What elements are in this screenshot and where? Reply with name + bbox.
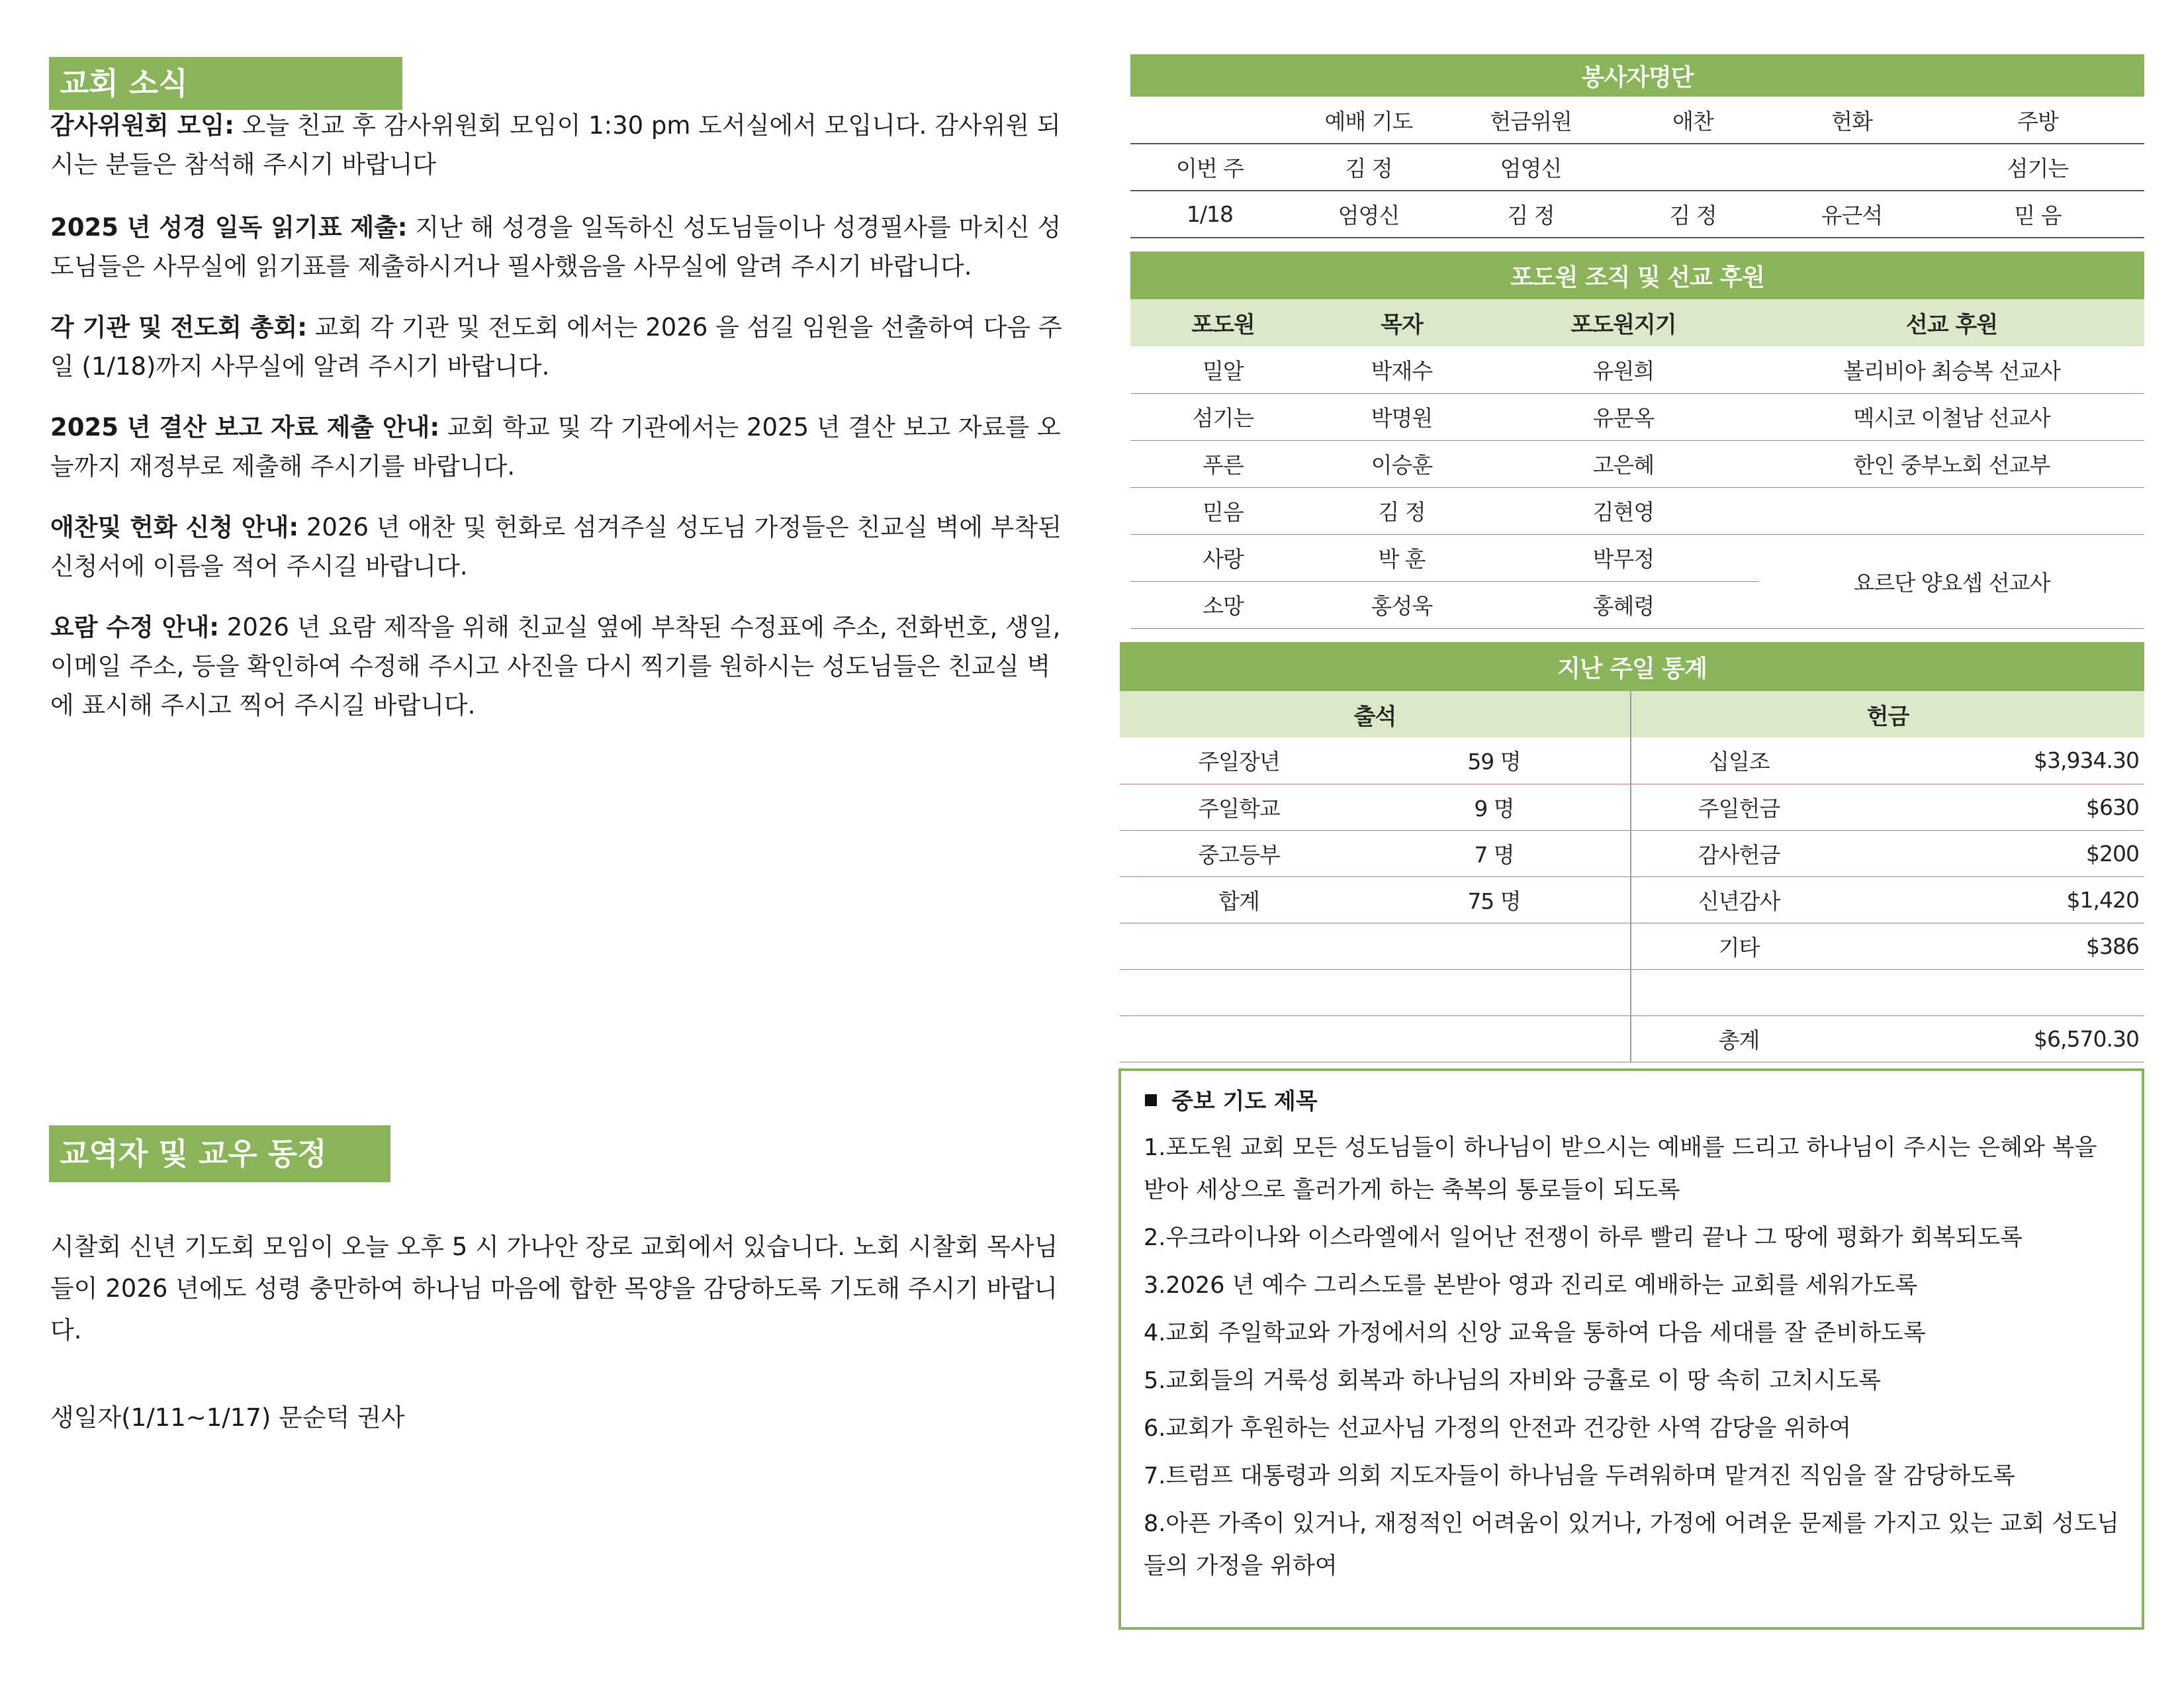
- cell: 신년감사: [1631, 876, 1846, 923]
- mission-cell: 요르단 양요셉 선교사: [1759, 534, 2144, 628]
- volunteer-table: [1130, 54, 2144, 238]
- cell: 엄영신: [1448, 144, 1614, 191]
- volunteer-table-title: 봉사자명단: [1130, 54, 2144, 97]
- cell: 소망: [1130, 581, 1316, 628]
- header-cell: 예배 기도: [1289, 97, 1448, 144]
- table-row: [1130, 191, 2144, 238]
- news-item-body: 2026 년 애찬 및 헌화로 섬겨주실 성도님 가정들은 친교실 벽에 부착된 신청서에 이름을 적어 주시길 바랍니다.: [50, 513, 1062, 581]
- cell: 유원희: [1488, 346, 1759, 393]
- header-cell: 포도원: [1130, 299, 1316, 346]
- cell: 75 명: [1358, 876, 1631, 923]
- cell: 주일장년: [1120, 737, 1358, 784]
- cell: 믿 음: [1931, 191, 2144, 238]
- cell: 홍혜령: [1488, 581, 1759, 628]
- prayer-title-text: 중보 기도 제목: [1171, 1088, 1318, 1115]
- table-header-row: [1130, 97, 2144, 144]
- cell: [1120, 1015, 1358, 1062]
- cell: $6,570.30: [1846, 1015, 2144, 1062]
- cell: [1614, 144, 1772, 191]
- cell: 홍성욱: [1316, 581, 1488, 628]
- news-item: [50, 408, 1063, 486]
- cell: $3,934.30: [1846, 737, 2144, 784]
- cell: [1358, 1015, 1631, 1062]
- header-cell: 선교 후원: [1759, 299, 2144, 346]
- mission-cell: 볼리비아 최승복 선교사: [1759, 346, 2144, 393]
- news-item: [50, 106, 1063, 184]
- cell: 박명원: [1316, 393, 1488, 440]
- cell: 59 명: [1358, 737, 1631, 784]
- prayer-item: 3.2026 년 예수 그리스도를 본받아 영과 진리로 예배하는 교회를 세워가도록: [1144, 1272, 1918, 1299]
- cell: 섬기는: [1130, 393, 1316, 440]
- table-title-row: [1120, 642, 2144, 691]
- church-news-heading: 교회 소식: [49, 57, 402, 110]
- prayer-item: 6.교회가 후원하는 선교사님 가정의 안전과 건강한 사역 감당을 위하여: [1144, 1415, 1852, 1442]
- mission-cell: 한인 중부노회 선교부: [1759, 440, 2144, 487]
- news-item-body: 교회 각 기관 및 전도회 에서는 2026 을 섬길 임원을 선출하여 다음 주일 (1/18)까지 사무실에 알려 주시기 바랍니다.: [50, 313, 1062, 381]
- table-row: [1130, 393, 2144, 440]
- birthday-text: 생일자(1/11~1/17) 문순덕 권사: [50, 1403, 405, 1432]
- table-title-row: [1130, 252, 2144, 299]
- weekly-stats-table: [1120, 642, 2144, 1062]
- table-row: [1120, 830, 2144, 876]
- cell: 기타: [1631, 923, 1846, 969]
- cell: [1358, 969, 1631, 1015]
- grapevine-table: [1130, 252, 2144, 629]
- header-cell: 헌금위원: [1448, 97, 1614, 144]
- cell: [1120, 923, 1358, 969]
- church-news-list: [50, 106, 1063, 747]
- cell: 김 정: [1614, 191, 1772, 238]
- cell: 박 훈: [1316, 534, 1488, 581]
- cell: 1/18: [1130, 191, 1289, 238]
- cell: $200: [1846, 830, 2144, 876]
- news-item-body: 2026 년 요람 제작을 위해 친교실 옆에 부착된 수정표에 주소, 전화번호, 생일, 이메일 주소, 등을 확인하여 수정해 주시고 사진을 다시 찍기를 원하시는 성도님들은 친교실 벽에 표시해 주시고 찍어 주시길 바랍니다.: [50, 613, 1061, 720]
- cell: 김 정: [1316, 487, 1488, 534]
- cell: 7 명: [1358, 830, 1631, 876]
- news-item-heading: 2025 년 성경 일독 읽기표 제출:: [50, 213, 408, 242]
- table-header-row: [1120, 691, 2144, 737]
- prayer-title: [1144, 1082, 2119, 1121]
- cell: 이승훈: [1316, 440, 1488, 487]
- table-row: [1130, 346, 2144, 393]
- stats-table-title: 지난 주일 통계: [1120, 642, 2144, 691]
- table-row: [1120, 923, 2144, 969]
- header-cell: 목자: [1316, 299, 1488, 346]
- news-item-body: 오늘 친교 후 감사위원회 모임이 1:30 pm 도서실에서 모입니다. 감사위원 되시는 분들은 참석해 주시기 바랍니다: [50, 111, 1061, 179]
- pastor-news-text: 시찰회 신년 기도회 모임이 오늘 오후 5 시 가나안 장로 교회에서 있습니다. 노회 시찰회 목사님들이 2026 년에도 성령 충만하여 하나님 마음에 합한 목양을 감당하도록 기도해 주시기 바랍니다.: [50, 1233, 1058, 1344]
- cell: 섬기는: [1931, 144, 2144, 191]
- cell: 총계: [1631, 1015, 1846, 1062]
- cell: 김 정: [1289, 144, 1448, 191]
- pastor-news-heading: 교역자 및 교우 동정: [49, 1125, 390, 1182]
- table-row: [1130, 144, 2144, 191]
- cell: [1772, 144, 1931, 191]
- table-row: [1130, 487, 2144, 534]
- cell: 고은혜: [1488, 440, 1759, 487]
- cell: $630: [1846, 784, 2144, 830]
- news-item-heading: 요람 수정 안내:: [50, 613, 220, 641]
- table-row: [1120, 784, 2144, 830]
- news-item: [50, 608, 1063, 725]
- header-cell: 애찬: [1614, 97, 1772, 144]
- news-item-body: 지난 해 성경을 일독하신 성도님들이나 성경필사를 마치신 성도님들은 사무실에 읽기표를 제출하시거나 필사했음을 사무실에 알려 주시기 바랍니다.: [50, 213, 1062, 281]
- cell: [1846, 969, 2144, 1015]
- cell: 김현영: [1488, 487, 1759, 534]
- news-item-heading: 2025 년 결산 보고 자료 제출 안내:: [50, 413, 440, 442]
- prayer-item: 8.아픈 가족이 있거나, 재정적인 어려움이 있거나, 가정에 어려운 문제를 가지고 있는 교회 성도님들의 가정을 위하여: [1144, 1511, 2119, 1579]
- cell: 감사헌금: [1631, 830, 1846, 876]
- table-row: [1130, 440, 2144, 487]
- table-row: [1120, 969, 2144, 1015]
- news-item-heading: 각 기관 및 전도회 총회:: [50, 313, 307, 342]
- cell: 엄영신: [1289, 191, 1448, 238]
- table-title-row: [1130, 54, 2144, 97]
- news-item-body: 교회 학교 및 각 기관에서는 2025 년 결산 보고 자료를 오늘까지 재정부로 제출해 주시기를 바랍니다.: [50, 413, 1061, 481]
- cell: 9 명: [1358, 784, 1631, 830]
- square-bullet-icon: [1145, 1094, 1157, 1106]
- cell: 사랑: [1130, 534, 1316, 581]
- mission-cell: 멕시코 이철남 선교사: [1759, 393, 2144, 440]
- header-cell: 주방: [1931, 97, 2144, 144]
- table-row: [1120, 737, 2144, 784]
- prayer-item: 7.트럼프 대통령과 의회 지도자들이 하나님을 두려워하며 맡겨진 직임을 잘 감당하도록: [1144, 1463, 2015, 1489]
- cell: 김 정: [1448, 191, 1614, 238]
- prayer-item: 4.교회 주일학교와 가정에서의 신앙 교육을 통하여 다음 세대를 잘 준비하도록: [1144, 1320, 1926, 1346]
- table-row: [1130, 534, 2144, 581]
- prayer-item: 1.포도원 교회 모든 성도님들이 하나님이 받으시는 예배를 드리고 하나님이 주시는 은혜와 복을 받아 세상으로 흘러가게 하는 축복의 통로들이 되도록: [1144, 1135, 2097, 1203]
- offering-header: 헌금: [1631, 691, 2144, 737]
- table-row: [1120, 876, 2144, 923]
- cell: 믿음: [1130, 487, 1316, 534]
- cell: 박재수: [1316, 346, 1488, 393]
- grapevine-table-title: 포도원 조직 및 선교 후원: [1130, 252, 2144, 299]
- cell: [1631, 969, 1846, 1015]
- news-item: [50, 508, 1063, 586]
- cell: 중고등부: [1120, 830, 1358, 876]
- cell: [1120, 969, 1358, 1015]
- table-row: [1120, 1015, 2144, 1062]
- header-cell: 헌화: [1772, 97, 1931, 144]
- cell: $1,420: [1846, 876, 2144, 923]
- cell: 합계: [1120, 876, 1358, 923]
- news-item-heading: 애찬및 헌화 신청 안내:: [50, 513, 299, 541]
- prayer-requests-box: [1118, 1068, 2144, 1630]
- news-item: [50, 208, 1063, 286]
- cell: 주일헌금: [1631, 784, 1846, 830]
- cell: 이번 주: [1130, 144, 1289, 191]
- cell: [1358, 923, 1631, 969]
- cell: 박무정: [1488, 534, 1759, 581]
- header-cell: 포도원지기: [1488, 299, 1759, 346]
- news-item-heading: 감사위원회 모임:: [50, 111, 234, 140]
- cell: 푸른: [1130, 440, 1316, 487]
- prayer-item: 5.교회들의 거룩성 회복과 하나님의 자비와 긍휼로 이 땅 속히 고치시도록: [1144, 1368, 1882, 1394]
- cell: 주일학교: [1120, 784, 1358, 830]
- table-header-row: [1130, 299, 2144, 346]
- mission-cell: [1759, 487, 2144, 534]
- cell: 유문옥: [1488, 393, 1759, 440]
- news-item: [50, 308, 1063, 386]
- cell: $386: [1846, 923, 2144, 969]
- cell: 유근석: [1772, 191, 1931, 238]
- attendance-header: 출석: [1120, 691, 1631, 737]
- prayer-item: 2.우크라이나와 이스라엘에서 일어난 전쟁이 하루 빨리 끝나 그 땅에 평화가 회복되도록: [1144, 1225, 2023, 1251]
- cell: 십일조: [1631, 737, 1846, 784]
- header-cell: [1130, 97, 1289, 144]
- cell: 밀알: [1130, 346, 1316, 393]
